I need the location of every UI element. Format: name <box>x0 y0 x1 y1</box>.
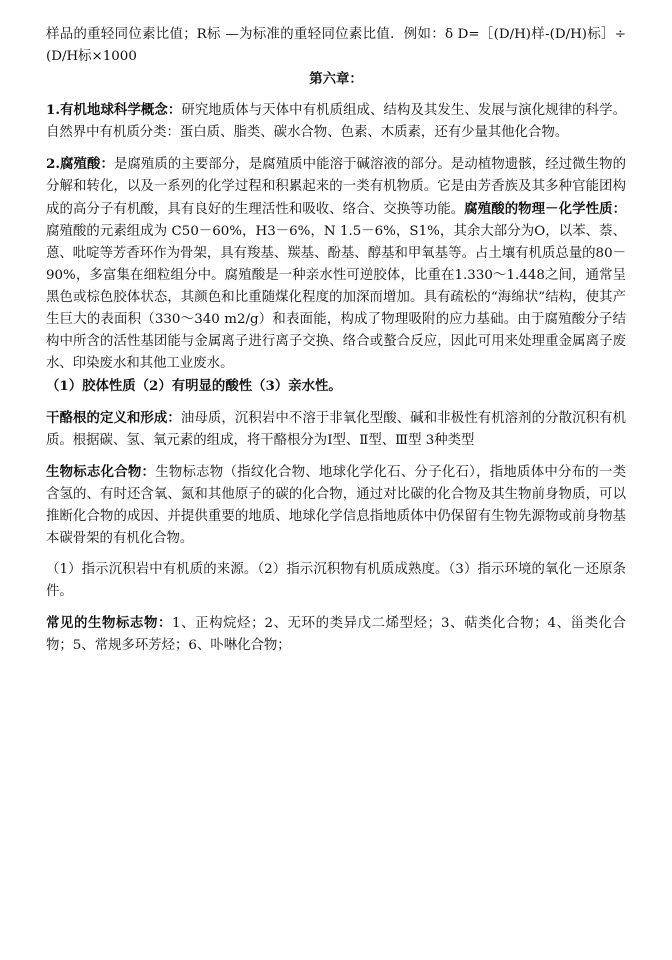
humic-acid-props: （1）胶体性质（2）有明显的酸性（3）亲水性。 <box>46 378 342 394</box>
humic-acid-properties-title: 腐殖酸的物理－化学性质： <box>464 201 627 217</box>
kerogen-text: 油母质，沉积岩中不溶于非氧化型酸、碱和非极性有机溶剂的分散沉积有机质。根据碳、氢、氧元素的组成，将干酪根分为Ⅰ型、Ⅱ型、Ⅲ型 3种类型 <box>46 411 626 448</box>
humic-acid-title: 2.腐殖酸： <box>46 156 114 172</box>
biomarker-text: 生物标志物（指纹化合物、地球化学化石、分子化石），指地质体中分布的一类含氢的、有时还含氧、氮和其他原子的碳的化合物，通过对比碳的化合物及其生物前身物质，可以推断化合物的成因、并提供重要的地质、地球化学信息指地质体中仍保留有生物先源物或前身物基本碳骨架的有机化合物。 <box>46 465 626 546</box>
chapter-heading: 第六章： <box>309 71 363 87</box>
kerogen-title: 干酪根的定义和形成： <box>46 410 181 426</box>
humic-acid-props-list <box>46 375 626 398</box>
common-biomarkers-title: 常见的生物标志物： <box>46 615 172 631</box>
humic-acid-properties-text: 腐殖酸的元素组成为 C50－60%，H3－6%，N 1.5－6%，S1%，其余大部分为O，以苯、萘、蒽、吡啶等芳香环作为骨架，具有羧基、羰基、酚基、醇基和甲氧基等。占土壤有机质总量的80－90%，多富集在细粒组分中。腐殖酸是一种亲水性可逆胶体，比重在1.330～1.448之间，通常呈黑色或棕色胶体状态，其颜色和比重随煤化程度的加深而增加。具有疏松的“海绵状”结构，使其产生巨大的表面积（330～340 m2/g）和表面能，构成了物理吸附的应力基础。由于腐殖酸分子结构中所含的活性基团能与金属离子进行离子交换、络合或螯合反应，因此可用来处理重金属离子废水、印染废水和其他工业废水。 <box>46 224 626 371</box>
common-biomarkers-text: 1、正构烷烃；2、无环的类异戊二烯型烃；3、萜类化合物；4、甾类化合物；5、常规多环芳烃；6、卟啉化合物； <box>46 616 627 653</box>
organic-geoscience-title: 1.有机地球科学概念： <box>46 102 182 118</box>
common-biomarkers-paragraph <box>46 612 626 657</box>
intro-paragraph: 样品的重轻同位素比值；R标 —为标准的重轻同位素比值．例如：δ D=［(D/H)样-(D/H)标］÷ (D/H标×1000 <box>46 27 626 64</box>
kerogen-paragraph <box>46 407 626 452</box>
biomarker-indications: （1）指示沉积岩中有机质的来源。（2）指示沉积物有机质成熟度。（3）指示环境的氧化－还原条件。 <box>46 562 626 599</box>
biomarker-paragraph <box>46 461 626 550</box>
humic-acid-paragraph <box>46 153 626 375</box>
organic-geoscience-text: 研究地质体与天体中有机质组成、结构及其发生、发展与演化规律的科学。自然界中有机质分类：蛋白质、脂类、碳水合物、色素、木质素，还有少量其他化合物。 <box>46 103 626 140</box>
organic-geoscience-paragraph <box>46 99 626 144</box>
biomarker-title: 生物标志化合物： <box>46 464 156 480</box>
humic-acid-text: 是腐殖质的主要部分，是腐殖质中能溶于碱溶液的部分。是动植物遗骸，经过微生物的分解和转化，以及一系列的化学过程和积累起来的一类有机物质。它是由芳香族及其多种官能团构成的高分子有机酸，具有良好的生理活性和吸收、络合、交换等功能。 <box>46 157 627 217</box>
